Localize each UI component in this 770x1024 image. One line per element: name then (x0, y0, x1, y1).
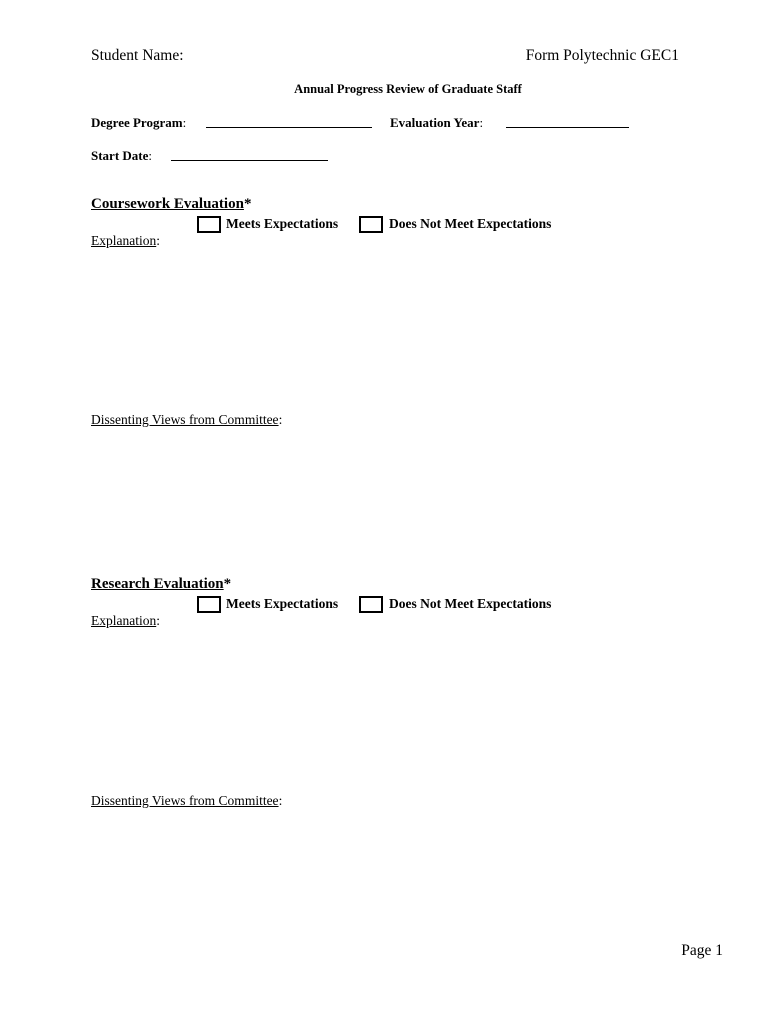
start-date-label: Start Date: (91, 148, 153, 163)
coursework-not-meets-label: Does Not Meet Expectations (389, 216, 552, 231)
research-not-meets-checkbox[interactable] (359, 596, 383, 613)
form-id: Form Polytechnic GEC1 (525, 47, 679, 64)
coursework-explanation-label: Explanation: (91, 233, 160, 248)
coursework-meets-checkbox[interactable] (197, 216, 221, 233)
research-section-title: Research Evaluation* (91, 576, 232, 592)
evaluation-year-label: Evaluation Year: (390, 115, 484, 130)
research-dissent-area[interactable] (91, 812, 721, 932)
page-title: Annual Progress Review of Graduate Staff (294, 82, 522, 96)
student-name-label: Student Name: (91, 47, 184, 64)
coursework-not-meets-checkbox[interactable] (359, 216, 383, 233)
coursework-dissent-label: Dissenting Views from Committee: (91, 412, 283, 427)
coursework-meets-label: Meets Expectations (226, 216, 339, 231)
degree-program-label: Degree Program: (91, 115, 187, 130)
research-explanation-label: Explanation: (91, 613, 160, 628)
research-not-meets-label: Does Not Meet Expectations (389, 596, 552, 611)
research-meets-label: Meets Expectations (226, 596, 339, 611)
start-date-field[interactable] (171, 160, 328, 161)
research-dissent-label: Dissenting Views from Committee: (91, 793, 283, 808)
coursework-section-title: Coursework Evaluation* (91, 196, 252, 212)
coursework-explanation-area[interactable] (91, 252, 721, 402)
coursework-dissent-area[interactable] (91, 432, 721, 572)
research-meets-checkbox[interactable] (197, 596, 221, 613)
degree-program-field[interactable] (206, 127, 372, 128)
page-number: Page 1 (681, 942, 723, 959)
evaluation-year-field[interactable] (506, 127, 629, 128)
research-explanation-area[interactable] (91, 632, 721, 782)
